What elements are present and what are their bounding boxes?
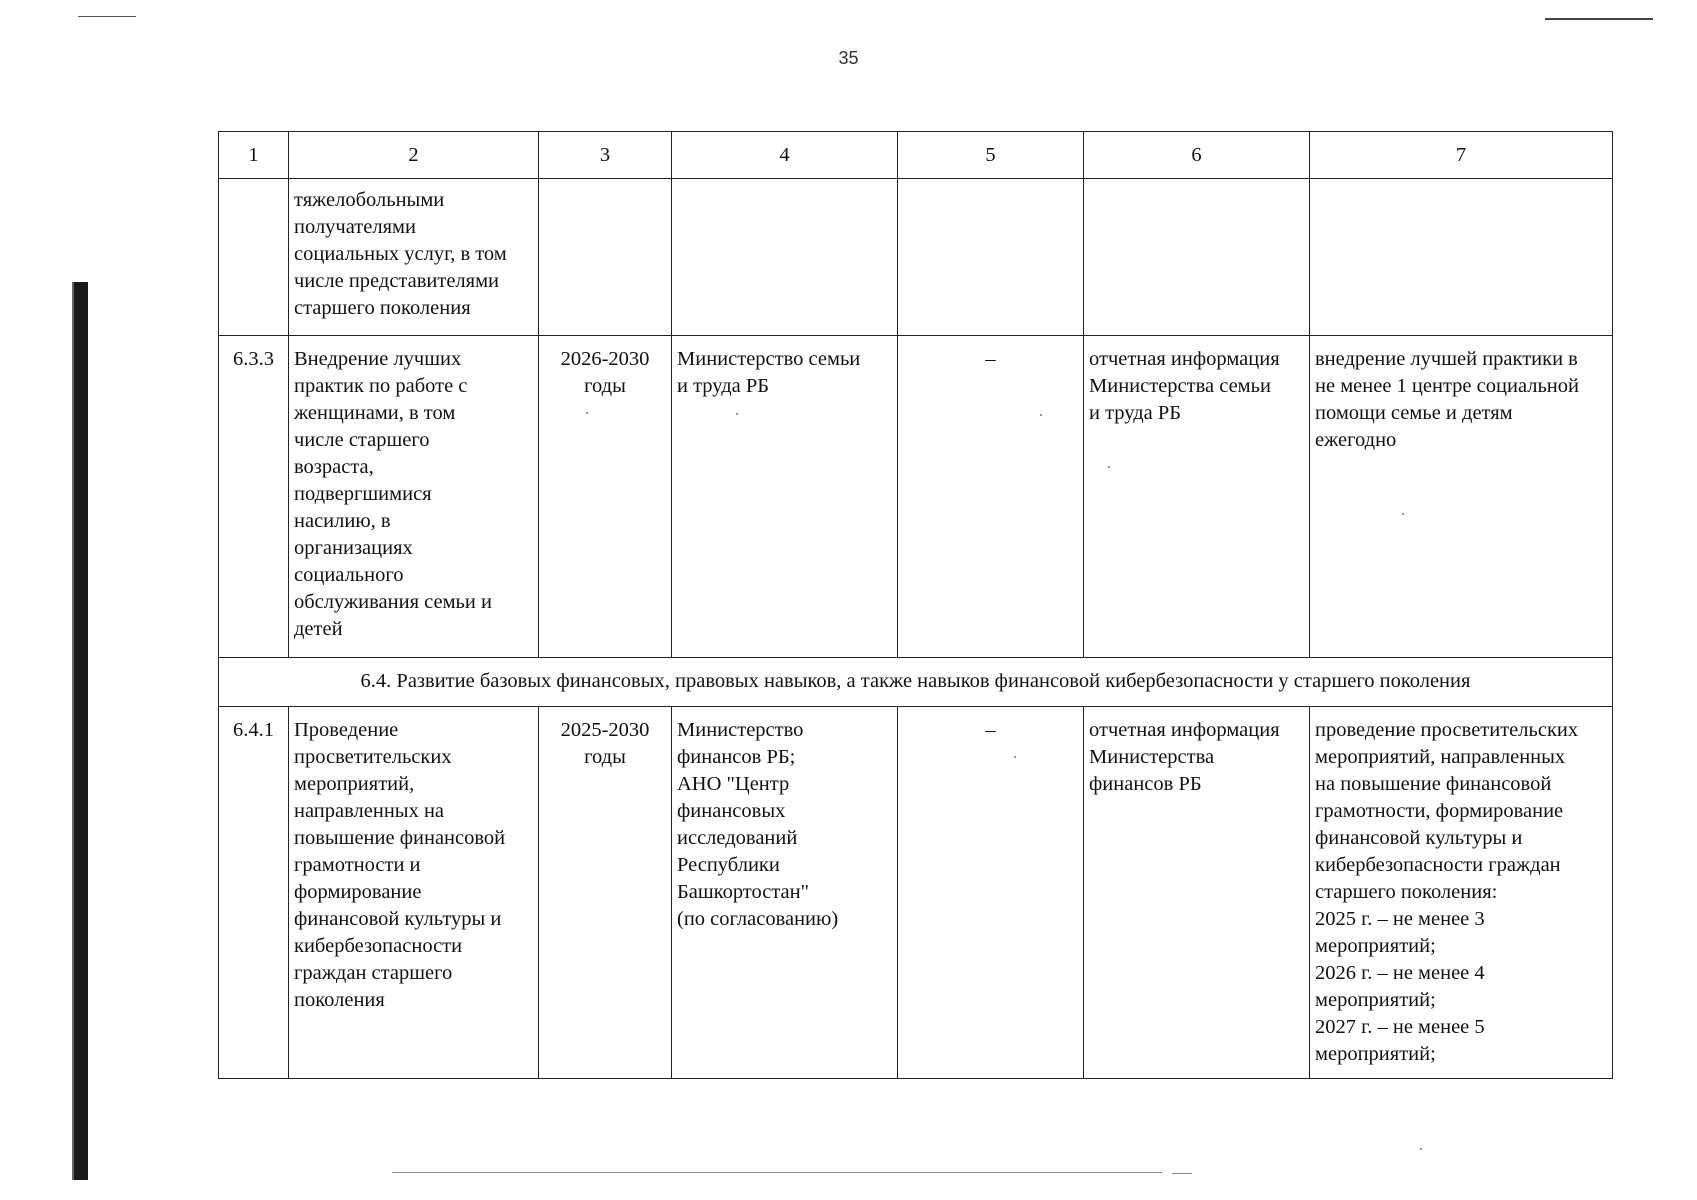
indicator-line: финансовой культуры и: [1315, 827, 1523, 849]
report-cell: [1084, 336, 1310, 658]
indicator-line: старшего поколения:: [1315, 881, 1498, 903]
executor-line: (по согласованию): [677, 908, 839, 930]
report-line: Министерства: [1089, 746, 1215, 768]
period-cell: [539, 179, 672, 336]
measure-cell: [289, 707, 539, 1079]
measure-line: тяжелобольными: [294, 189, 445, 211]
executor-line: Министерство семьи: [677, 348, 861, 370]
funding-cell: –: [898, 707, 1084, 1079]
measure-line: насилию, в: [294, 510, 391, 532]
section-row-6-4: [219, 658, 1613, 707]
measure-line: практик по работе с: [294, 375, 468, 397]
indicator-line: мероприятий, направленных: [1315, 746, 1566, 768]
indicator-line: мероприятий;: [1315, 935, 1436, 957]
executor-cell: [672, 179, 898, 336]
indicator-line: на повышение финансовой: [1315, 773, 1552, 795]
measure-line: обслуживания семьи и: [294, 591, 492, 613]
measure-line: подвергшимися: [294, 483, 432, 505]
column-header-5: 5: [898, 132, 1084, 179]
executor-cell: [672, 707, 898, 1079]
measure-line: поколения: [294, 989, 385, 1011]
report-line: отчетная информация: [1089, 348, 1280, 370]
measure-line: кибербезопасности: [294, 935, 463, 957]
executor-line: финансов РБ;: [677, 746, 796, 768]
measure-line: финансовой культуры и: [294, 908, 502, 930]
column-header-2: 2: [289, 132, 539, 179]
measure-line: числе старшего: [294, 429, 430, 451]
measure-line: мероприятий,: [294, 773, 415, 795]
indicator-line: грамотности, формирование: [1315, 800, 1564, 822]
page-number: 35: [838, 48, 859, 68]
column-header-6: 6: [1084, 132, 1310, 179]
measure-line: получателями: [294, 216, 416, 238]
executor-line: и труда РБ: [677, 375, 770, 397]
measure-line: социального: [294, 564, 404, 586]
executor-line: АНО "Центр: [677, 773, 790, 795]
column-header-3: 3: [539, 132, 672, 179]
measure-line: грамотности и: [294, 854, 421, 876]
row-number-cell: [219, 179, 289, 336]
row-number-cell: 6.3.3: [219, 336, 289, 658]
measure-line: женщинами, в том: [294, 402, 456, 424]
measure-line: Внедрение лучших: [294, 348, 462, 370]
executor-line: Министерство: [677, 719, 804, 741]
indicator-line: кибербезопасности граждан: [1315, 854, 1561, 876]
funding-cell: –: [898, 336, 1084, 658]
measure-line: старшего поколения: [294, 297, 471, 319]
section-heading: 6.4. Развитие базовых финансовых, правовых навыков, а также навыков финансовой кибербезопасности у старшего поколения: [219, 658, 1613, 707]
measure-line: детей: [294, 618, 343, 640]
report-line: финансов РБ: [1089, 773, 1202, 795]
measure-line: возраста,: [294, 456, 374, 478]
period-cell: [539, 336, 672, 658]
measure-line: формирование: [294, 881, 422, 903]
period-line: годы: [584, 746, 626, 768]
scan-speck: [1420, 1148, 1422, 1150]
measure-line: организациях: [294, 537, 413, 559]
report-cell: [1084, 707, 1310, 1079]
column-header-7: 7: [1310, 132, 1613, 179]
period-line: 2025-2030: [560, 719, 650, 741]
measure-cell: [289, 336, 539, 658]
measure-cell: [289, 179, 539, 336]
report-line: Министерства семьи: [1089, 375, 1271, 397]
row-number-cell: 6.4.1: [219, 707, 289, 1079]
measure-line: Проведение: [294, 719, 399, 741]
executor-line: Республики: [677, 854, 780, 876]
funding-cell: [898, 179, 1084, 336]
indicator-line: 2025 г. – не менее 3: [1315, 908, 1485, 930]
indicator-cell: [1310, 707, 1613, 1079]
report-line: и труда РБ: [1089, 402, 1182, 424]
indicator-cell: [1310, 336, 1613, 658]
indicator-cell: [1310, 179, 1613, 336]
measure-line: граждан старшего: [294, 962, 453, 984]
scan-artifact-bottom-short: [1172, 1173, 1192, 1174]
column-header-4: 4: [672, 132, 898, 179]
scan-artifact-top-right: [1545, 18, 1653, 20]
indicator-line: ежегодно: [1315, 429, 1397, 451]
table-row-6-4-1: [219, 707, 1613, 1079]
header-row: [219, 132, 1613, 179]
executor-line: исследований: [677, 827, 798, 849]
executor-cell: [672, 336, 898, 658]
indicator-line: проведение просветительских: [1315, 719, 1579, 741]
column-header-1: 1: [219, 132, 289, 179]
indicator-line: внедрение лучшей практики в: [1315, 348, 1578, 370]
period-cell: [539, 707, 672, 1079]
period-line: 2026-2030: [560, 348, 650, 370]
executor-line: финансовых: [677, 800, 786, 822]
measure-line: направленных на: [294, 800, 445, 822]
scan-artifact-top-left: [78, 16, 136, 17]
scan-artifact-bottom: [392, 1172, 1162, 1173]
indicator-line: 2027 г. – не менее 5: [1315, 1016, 1485, 1038]
measures-table: [218, 131, 1613, 1079]
indicator-line: помощи семье и детям: [1315, 402, 1513, 424]
indicator-line: мероприятий;: [1315, 1043, 1436, 1065]
indicator-line: 2026 г. – не менее 4: [1315, 962, 1485, 984]
table-row-6-3-3: [219, 336, 1613, 658]
indicator-line: не менее 1 центре социальной: [1315, 375, 1579, 397]
report-cell: [1084, 179, 1310, 336]
report-line: отчетная информация: [1089, 719, 1280, 741]
period-line: годы: [584, 375, 626, 397]
scan-artifact-left-bar: [74, 282, 88, 1180]
measure-line: социальных услуг, в том: [294, 243, 507, 265]
indicator-line: мероприятий;: [1315, 989, 1436, 1011]
table-row-continuation: [219, 179, 1613, 336]
measure-line: числе представителями: [294, 270, 500, 292]
measure-line: повышение финансовой: [294, 827, 506, 849]
measure-line: просветительских: [294, 746, 452, 768]
executor-line: Башкортостан": [677, 881, 809, 903]
